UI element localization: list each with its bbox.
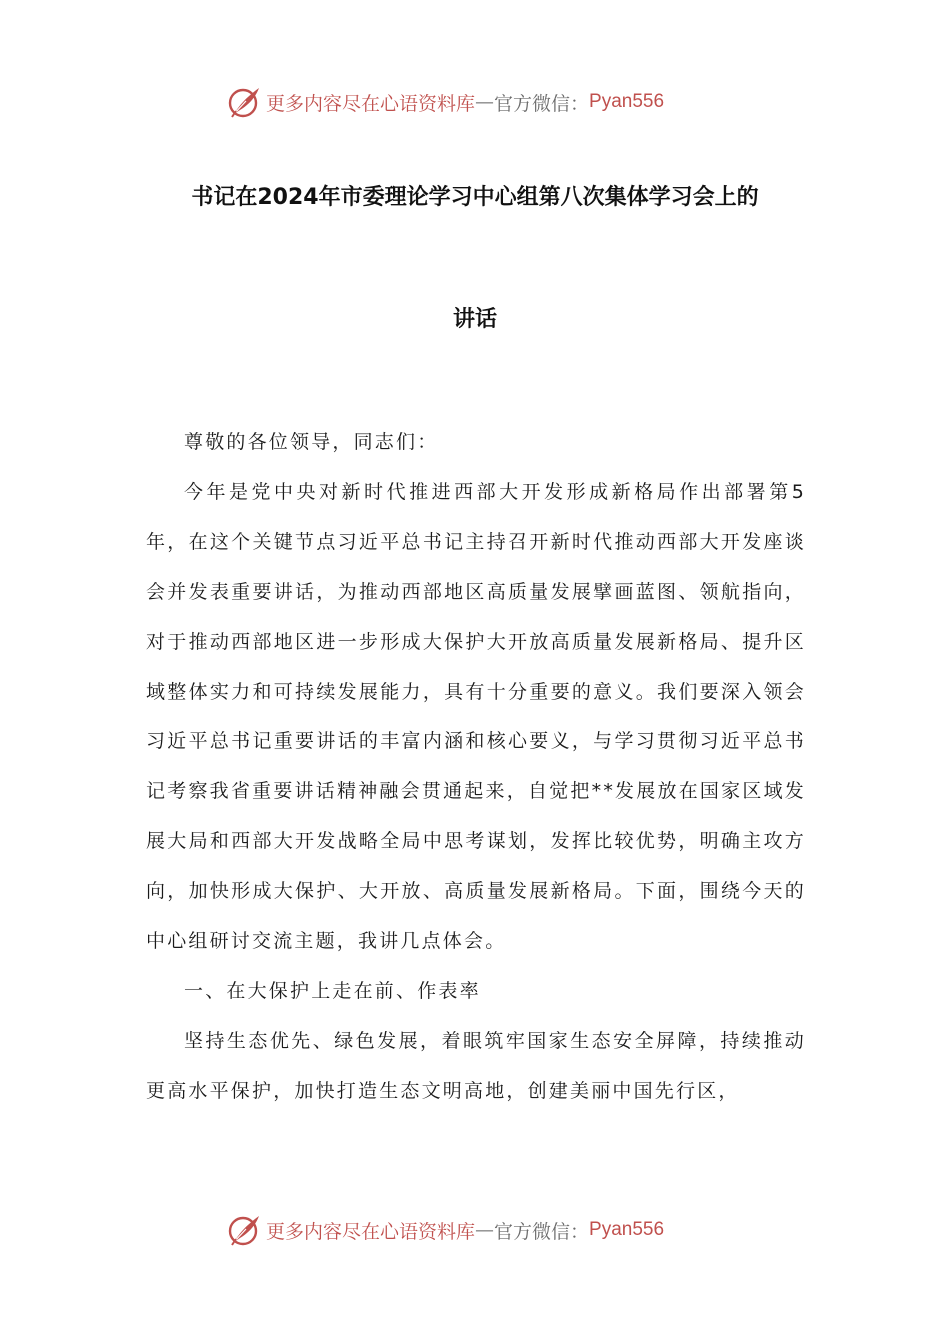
watermark-wechat-id: Pyan556 xyxy=(589,1219,665,1240)
watermark-wechat-id: Pyan556 xyxy=(589,91,665,112)
section-heading-1: 一、在大保护上走在前、作表率 xyxy=(184,979,481,1002)
feather-pen-icon xyxy=(226,1212,262,1248)
document-title-line1: 书记在2024年市委理论学习中心组第八次集体学习会上的 xyxy=(191,185,759,210)
intro-paragraph: 今年是党中央对新时代推进西部大开发形成新格局作出部署第5年，在这个关键节点习近平总书记主持召开新时代推动西部大开发座谈会并发表重要讲话，为推动西部地区高质量发展擘画蓝图、领航指向，对于推动西部地区进一步形成大保护大开放高质量发展新格局、提升区域整体实力和可持续发展能力，具有十分重要的意义。我们要深入领会习近平总书记重要讲话的丰富内涵和核心要义，与学习贯彻习近平总书记考察我省重要讲话精神融会贯通起来，自觉把**发展放在国家区域发展大局和西部大开发战略全局中思考谋划，发挥比较优势，明确主攻方向，加快形成大保护、大开放、高质量发展新格局。下面，围绕今天的中心组研讨交流主题，我讲几点体会。 xyxy=(146,480,806,953)
feather-pen-icon xyxy=(226,84,262,120)
watermark-wechat-label: 官方微信： xyxy=(494,92,590,115)
footer-watermark xyxy=(226,1210,664,1250)
section-1-paragraph: 坚持生态优先、绿色发展，着眼筑牢国家生态安全屏障，持续推动更高水平保护，加快打造生态文明高地，创建美丽中国先行区， xyxy=(146,1029,806,1102)
watermark-brand-text: 更多内容尽在心语资料库 xyxy=(266,92,476,115)
watermark-brand-text: 更多内容尽在心语资料库 xyxy=(266,1220,476,1243)
salutation-paragraph: 尊敬的各位领导，同志们： xyxy=(184,431,439,453)
watermark-wechat-label: 官方微信： xyxy=(494,1220,590,1243)
document-title-line2: 讲话 xyxy=(452,307,497,332)
document-body xyxy=(146,418,806,1117)
header-watermark xyxy=(226,82,664,122)
watermark-dash: — xyxy=(475,1219,495,1241)
watermark-dash: — xyxy=(475,91,495,113)
